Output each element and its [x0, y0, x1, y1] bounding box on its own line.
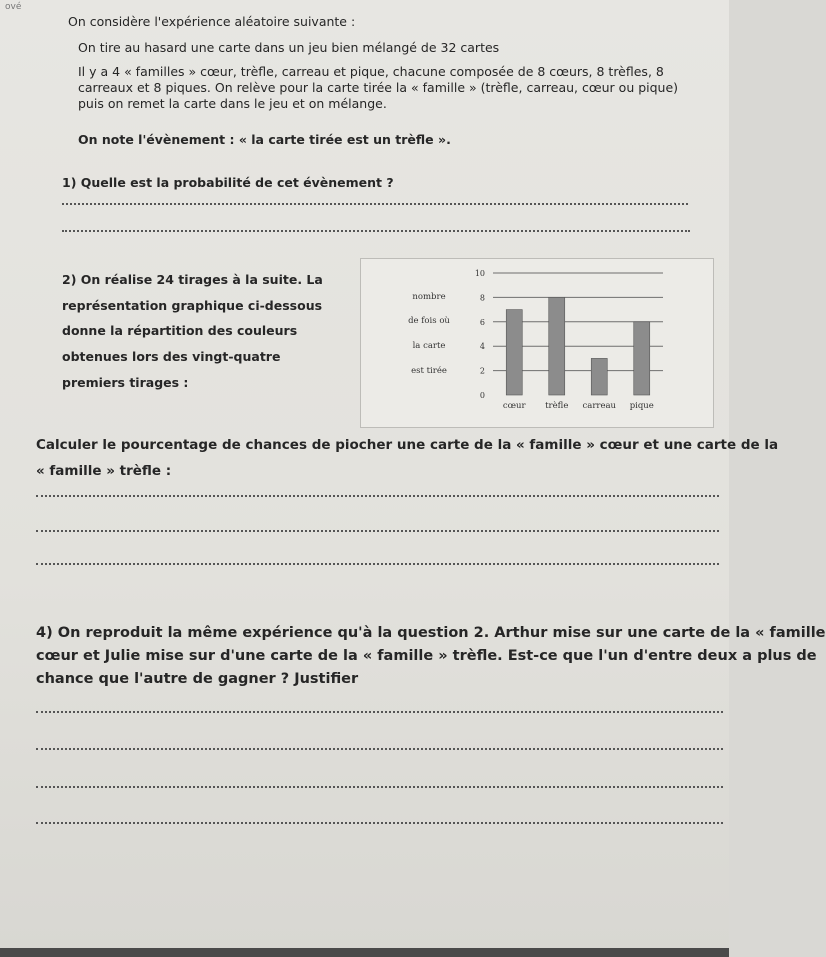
event-definition: On note l'évènement : « la carte tirée est un trèfle ».	[78, 132, 451, 147]
answer-line-3[interactable]	[36, 495, 719, 497]
answer-line-5[interactable]	[36, 563, 719, 565]
y-tick-label: 4	[479, 342, 485, 352]
x-tick-label: carreau	[582, 401, 617, 411]
y-axis-label-line: de fois où	[408, 316, 450, 326]
y-axis-label-line: est tirée	[411, 366, 447, 376]
question-2-line-1: 2) On réalise 24 tirages à la suite. La	[62, 272, 323, 287]
bar-0	[506, 310, 522, 395]
y-tick-label: 10	[474, 269, 485, 278]
x-tick-label: pique	[629, 401, 654, 411]
answer-line-7[interactable]	[36, 748, 723, 750]
question-1: 1) Quelle est la probabilité de cet évènement ?	[62, 175, 394, 190]
question-3-line-2: « famille » trèfle :	[36, 463, 172, 479]
bar-3	[634, 322, 650, 395]
answer-line-9[interactable]	[36, 822, 723, 824]
y-tick-label: 2	[479, 366, 485, 376]
x-tick-label: trèfle	[545, 401, 569, 411]
question-4-line-1: 4) On reproduit la même expérience qu'à la question 2. Arthur mise sur une carte de la « famille	[36, 625, 826, 641]
answer-line-8[interactable]	[36, 786, 723, 788]
y-tick-label: 8	[479, 293, 485, 303]
answer-line-6[interactable]	[36, 711, 723, 713]
question-4-line-2: cœur et Julie mise sur d'une carte de la « famille » trèfle. Est-ce que l'un d'entre deux a plus de	[36, 648, 817, 664]
y-tick-label: 0	[479, 391, 485, 400]
question-4-line-3: chance que l'autre de gagner ? Justifier	[36, 671, 359, 687]
question-2-line-5: premiers tirages :	[62, 375, 189, 390]
question-3-line-1: Calculer le pourcentage de chances de piocher une carte de la « famille » cœur et une carte de la	[36, 437, 779, 453]
answer-line-4[interactable]	[36, 530, 719, 532]
statement-line-3: carreaux et 8 piques. On relève pour la carte tirée la « famille » (trèfle, carreau, cœur ou pique)	[78, 80, 679, 95]
bar-1	[549, 297, 565, 395]
x-tick-label: cœur	[502, 401, 526, 411]
corner-text: ové	[5, 2, 22, 12]
statement-line-4: puis on remet la carte dans le jeu et on mélange.	[78, 96, 387, 111]
question-2-line-4: obtenues lors des vingt-quatre	[62, 349, 281, 364]
intro-text: On considère l'expérience aléatoire suivante :	[68, 14, 356, 29]
statement-line-2: Il y a 4 « familles » cœur, trèfle, carreau et pique, chacune composée de 8 cœurs, 8 trèfles, 8	[78, 64, 664, 79]
statement-line-1: On tire au hasard une carte dans un jeu bien mélangé de 32 cartes	[78, 40, 500, 55]
page-bottom-edge	[0, 948, 729, 957]
bar-2	[591, 358, 607, 395]
y-axis-label-line: nombre	[412, 292, 446, 302]
bar-chart-svg	[361, 259, 713, 427]
question-2-line-2: représentation graphique ci-dessous	[62, 298, 323, 313]
y-tick-label: 6	[479, 317, 485, 327]
answer-line-1[interactable]	[62, 203, 688, 205]
question-2-line-3: donne la répartition des couleurs	[62, 323, 298, 338]
bar-chart	[360, 258, 714, 428]
answer-line-2[interactable]	[62, 230, 690, 232]
y-axis-label-line: la carte	[412, 341, 446, 351]
